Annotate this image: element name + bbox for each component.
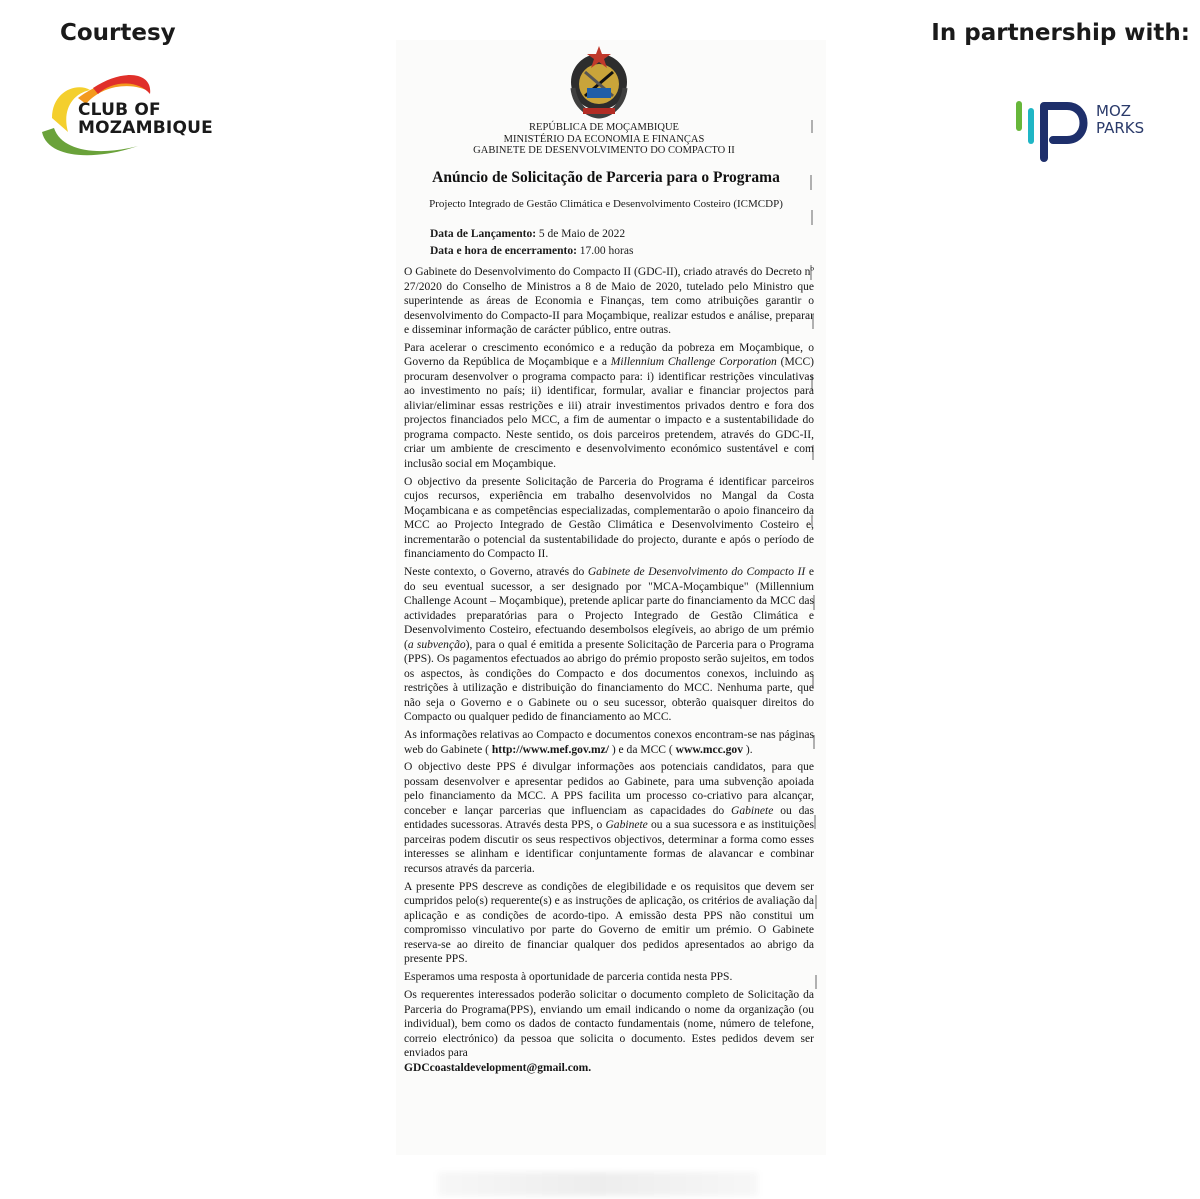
paragraph-3: O objectivo da presente Solicitação de Parceria do Programa é identificar parceiros cujos recursos, experiência em trabalho desenvolvidos no Mangal da Costa Moçambicana e as competências especializadas, complementarão o apoio financeiro da MCC ao Projecto Integrado de Gestão Climática e Desenvolvimento Costeiro e, incrementarão o potencial da sustentabilidade do projecto, durante e após o período de financiamento do Compacto II.: [404, 475, 814, 561]
close-date-row: [430, 243, 730, 260]
mcc-name: Millennium Challenge Corporation: [610, 356, 777, 369]
paragraph-4: Neste contexto, o Governo, através do Gabinete de Desenvolvimento do Compacto II e do seu eventual sucessor, a ser designado por "MCA-Moçambique" (Millennium Challenge Acount – Moçambique), pretende aplicar parte do financiamento da MCC das actividades preparatórias para o Projecto Integrado de Gestão Climática e Desenvolvimento Costeiro, efectuando desembolsos elegíveis, ao abrigo de um prémio (a subvenção), para o qual é emitida a presente Solicitação de Parceria para o Programa (PPS). Os pagamentos efectuados ao abrigo do prémio proposto serão sujeitos, em todos os aspectos, às condições do Compacto e dos documentos conexos, incluindo as restrições à utilização e distribuição do financiamento do MCC. Nenhuma parte, que não seja o Governo e o Gabinete ou o seu sucessor, obterão quaisquer direitos do Compacto ou qualquer pedido de financiamento ao MCC.: [404, 566, 814, 724]
moz-parks-wordmark: [1096, 103, 1144, 137]
header-ministry: MINISTÉRIO DA ECONOMIA E FINANÇAS: [503, 133, 705, 145]
launch-date-value: 5 de Maio de 2022: [538, 228, 626, 240]
paragraph-8: Esperamos uma resposta à oportunidade de parceria contida nesta PPS.: [404, 971, 733, 984]
mcc-website-link[interactable]: www.mcc.gov: [675, 743, 743, 756]
mozambique-emblem: [561, 42, 637, 120]
paragraph-5: As informações relativas ao Compacto e documentos conexos encontram-se nas páginas web do Gabinete ( http://www.mef.gov.mz/ ) e da MCC ( www.mcc.gov ).: [404, 729, 814, 756]
announcement-dates: [430, 226, 730, 260]
announcement-body: [404, 265, 814, 1079]
close-date-value: 17.00 horas: [579, 245, 634, 257]
scan-bleed-through: [438, 1172, 758, 1196]
gabinete-name: Gabinete de Desenvolvimento do Compacto II: [587, 566, 806, 579]
mef-website-link[interactable]: http://www.mef.gov.mz/: [491, 743, 609, 756]
header-republic: REPÚBLICA DE MOÇAMBIQUE: [529, 122, 679, 133]
document-header: [470, 122, 738, 157]
paragraph-7: A presente PPS descreve as condições de elegibilidade e os requisitos que devem ser cumpridos pelo(s) requerente(s) e as instruções de aplicação, os critérios de avaliação da aplicação e as condições de acordo-tipo. A emissão desta PPS não constitui um compromisso vinculativo por parte do Governo de emitir um prémio. O Gabinete reserva-se ao direito de financiar qualquer dos pedidos apresentados ao abrigo da presente PPS.: [404, 880, 814, 966]
moz-parks-line2: PARKS: [1096, 119, 1145, 137]
paragraph-9: Os requerentes interessados poderão solicitar o documento completo de Solicitação da Parceria do Programa(PPS), enviando um email indicando o nome da organização (ou individual), bem como os dados de contacto fundamentais (nome, número de telefone, correio electrónico) da pessoa que solicita o documento. Estes pedidos devem ser enviados para GDCcoastaldevelopment@gmail.com.: [404, 989, 814, 1074]
logo-bar-green: [1016, 101, 1022, 131]
launch-date-label: Data de Lançamento:: [430, 228, 537, 240]
logo-bar-teal: [1028, 108, 1034, 144]
paragraph-2: Para acelerar o crescimento económico e a redução da pobreza em Moçambique, o Governo da República de Moçambique e a Millennium Challenge Corporation (MCC) procuram desenvolver o programa compacto para: i) identificar restrições vinculativas ao investimento no país; ii) identificar, formular, avaliar e financiar projectos para aliviar/eliminar essas restrições e iii) atrair investimentos privados dentro e fora dos projectos financiados pelo MCC, a fim de aumentar o impacto e a sustentabilidade do programa compacto. Neste sentido, os dois parceiros pretendem, através do GDC-II, criar um ambiente de crescimento e desenvolvimento económico sustentável e com inclusão social em Moçambique.: [404, 341, 815, 470]
partnership-label: In partnership with:: [931, 20, 1190, 46]
paragraph-6: O objectivo deste PPS é divulgar informações aos potenciais candidatos, para que possam desenvolver e apresentar pedidos ao Gabinete, para uma subvenção apoiada pelo financiamento da MCC. A PPS facilita um processo co-criativo para alcançar, conceber e lançar parcerias que influenciam as capacidades do Gabinete ou das entidades sucessoras. Através desta PPS, o Gabinete ou a sua sucessora e as instituições parceiras podem discutir os seus respectivos objectivos, determinar a forma como esses interesses se alinham e identificar conjuntamente formas de alavancar e combinar recursos através da parceria.: [404, 761, 815, 875]
close-date-label: Data e hora de encerramento:: [430, 245, 577, 257]
header-office: GABINETE DE DESENVOLVIMENTO DO COMPACTO II: [473, 145, 735, 156]
logo-p-shape: [1044, 106, 1084, 158]
moz-parks-line1: MOZ: [1096, 102, 1132, 120]
club-of-mozambique-wordmark: [78, 101, 213, 137]
announcement-title: Anúncio de Solicitação de Parceria para o Programa: [432, 169, 780, 186]
moz-parks-logo: [1013, 98, 1103, 164]
subvencao: a subvenção: [407, 638, 466, 651]
club-name-line2: MOZAMBIQUE: [78, 118, 213, 138]
contact-email[interactable]: GDCcoastaldevelopment@gmail.com.: [404, 1061, 592, 1074]
paragraph-1: O Gabinete do Desenvolvimento do Compacto II (GDC-II), criado através do Decreto nº 27/2020 do Conselho de Ministros a 8 de Maio de 2020, tutelado pelo Ministro que superintende as áreas de Economia e Finanças, tem como atribuições garantir o desenvolvimento do Compacto-II para Moçambique, realizar estudos e análise, preparar e disseminar informação de carácter público, entre outras.: [404, 266, 814, 336]
announcement-subtitle: Projecto Integrado de Gestão Climática e Desenvolvimento Costeiro (ICMCDP): [429, 198, 783, 210]
launch-date-row: [430, 226, 730, 243]
courtesy-label: Courtesy: [60, 20, 176, 46]
club-name-line1: CLUB OF: [78, 100, 161, 120]
